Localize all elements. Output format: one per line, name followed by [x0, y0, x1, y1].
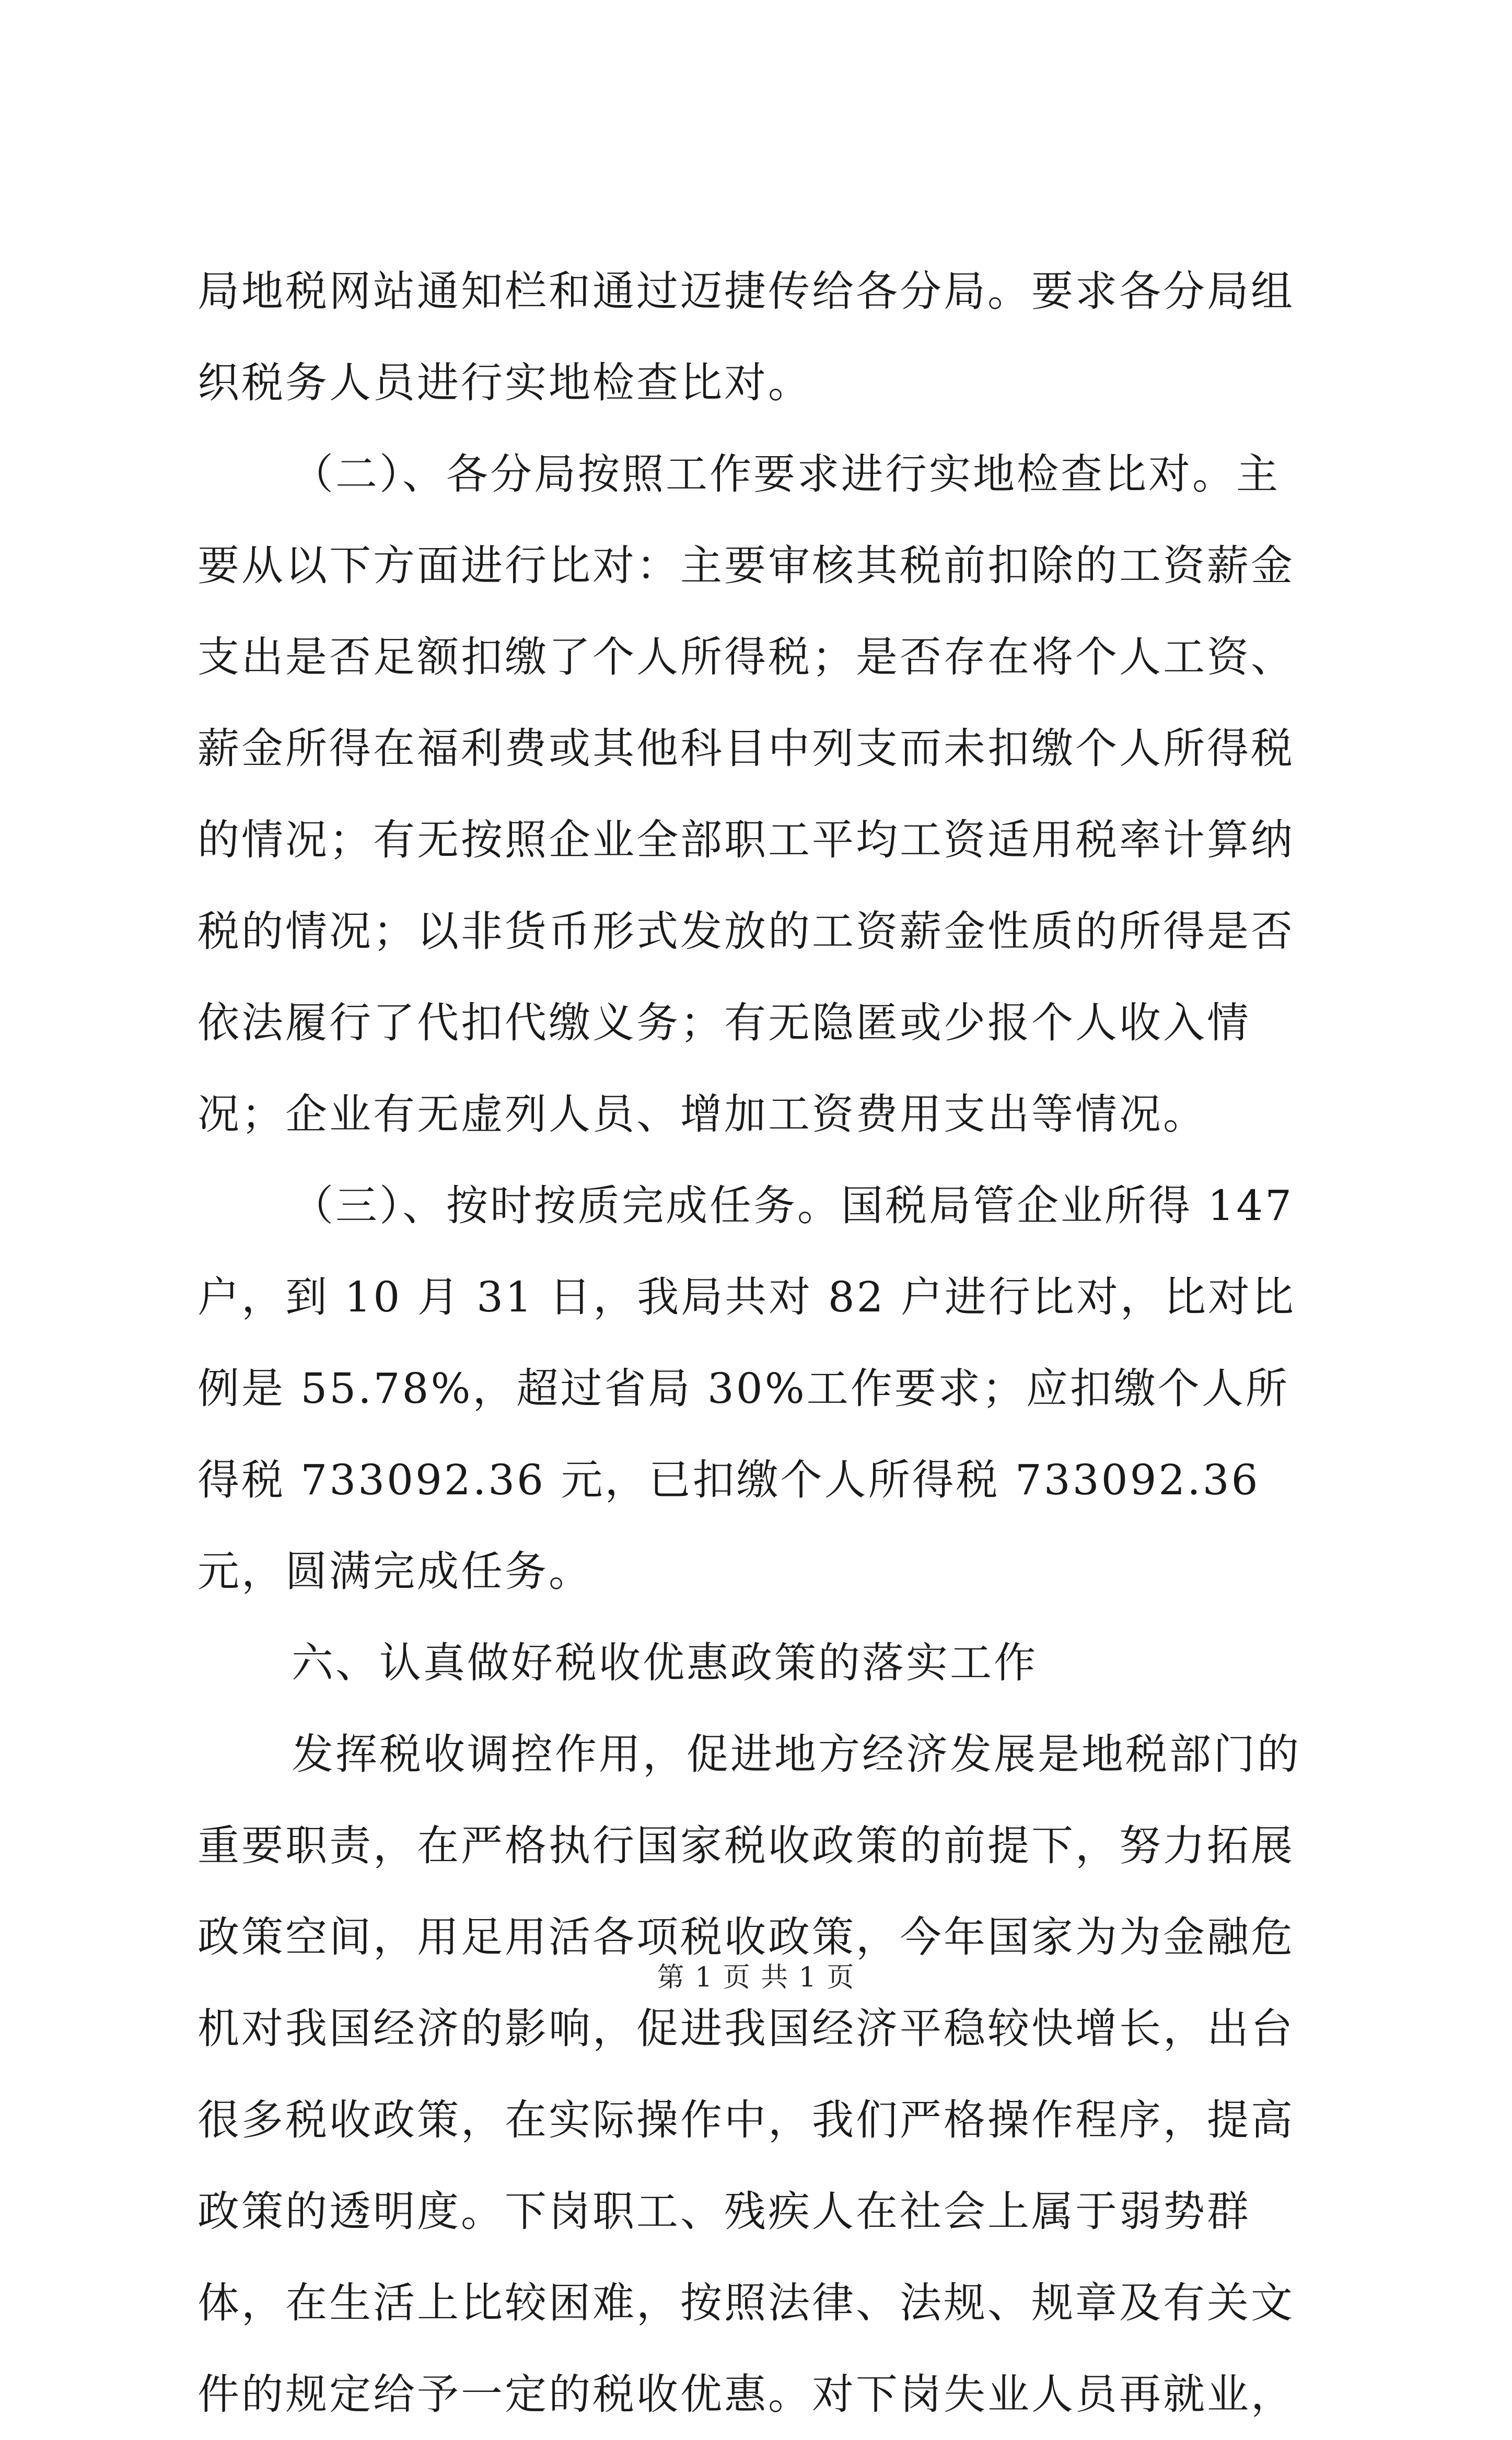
paragraph-section-2: （二）、各分局按照工作要求进行实地检查比对。主要从以下方面进行比对：主要审核其税前扣除的工资薪金支出是否足额扣缴了个人所得税；是否存在将个人工资、薪金所得在福利费或其他科目中列支而未扣缴个人所得税的情况；有无按照企业全部职工平均工资适用税率计算纳税的情况；以非货币形式发放的工资薪金性质的所得是否依法履行了代扣代缴义务；有无隐匿或少报个人收入情况；企业有无虚列人员、增加工资费用支出等情况。: [197, 450, 1295, 1138]
document-body: [197, 246, 1321, 2440]
paragraph-section-3: （三）、按时按质完成任务。国税局管企业所得 147 户，到 10 月 31 日，我局共对 82 户进行比对，比对比例是 55.78%，超过省局 30%工作要求；应扣缴个人所得税 733092.36 元，已扣缴个人所得税 733092.36 元，圆满完成任务。: [197, 1181, 1296, 1596]
page-number-footer: 第 1 页 共 1 页: [657, 1962, 855, 1993]
paragraph-tax-policy: 发挥税收调控作用，促进地方经济发展是地税部门的重要职责，在严格执行国家税收政策的前提下，努力拓展政策空间，用足用活各项税收政策，今年国家为为金融危机对我国经济的影响，促进我国经济平稳较快增长，出台很多税收政策，在实际操作中，我们严格操作程序，提高政策的透明度。下岗职工、残疾人在社会上属于弱势群体，在生活上比较困难，按照法律、法规、规章及有关文件的规定给予一定的税收优惠。对下岗失业人员再就业，: [197, 1730, 1301, 2419]
section-heading-6: 六、认真做好税收优惠政策的落实工作: [292, 1639, 1038, 1687]
paragraph-continuation: 局地税网站通知栏和通过迈捷传给各分局。要求各分局组织税务人员进行实地检查比对。: [197, 267, 1295, 407]
